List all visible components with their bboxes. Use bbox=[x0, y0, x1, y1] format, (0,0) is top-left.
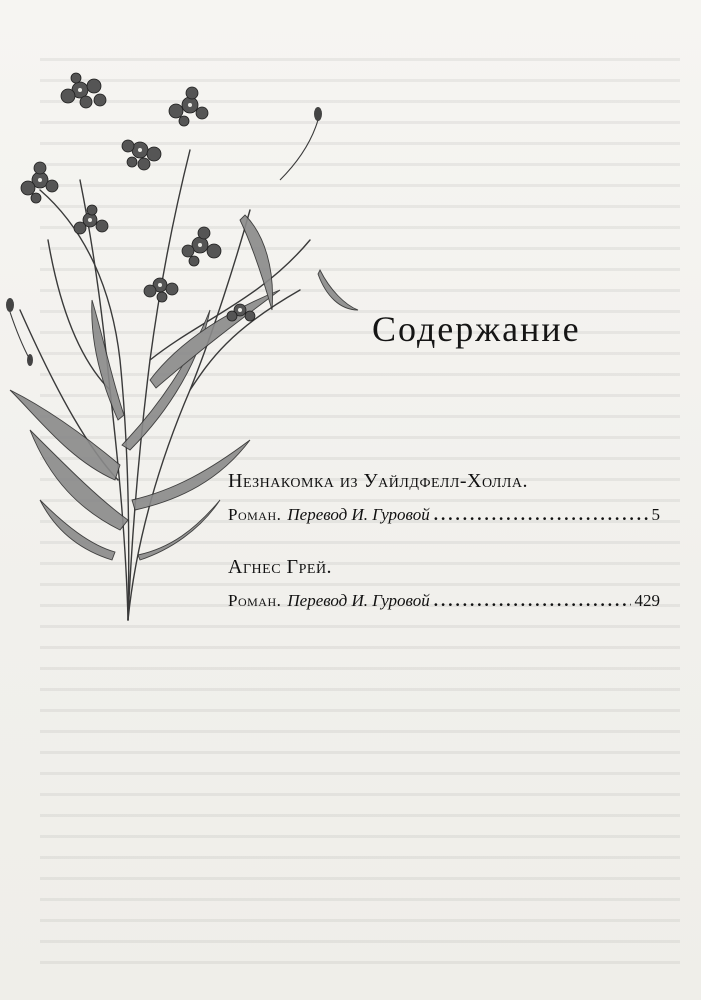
toc-entry-line bbox=[228, 505, 660, 525]
toc-entry-title: Незнакомка из Уайлдфелл-Холла. bbox=[228, 470, 528, 492]
toc-entry-translator: Перевод И. Гуровой bbox=[287, 591, 430, 610]
toc-entry-line bbox=[228, 591, 660, 611]
leader-dots bbox=[434, 591, 631, 611]
toc-entry-translator: Перевод И. Гуровой bbox=[287, 505, 430, 524]
toc-entry-page: 5 bbox=[651, 505, 660, 524]
toc-entry-genre: Роман. bbox=[228, 591, 282, 610]
toc-entry-genre: Роман. bbox=[228, 505, 282, 524]
leader-dots bbox=[434, 505, 648, 525]
page-title: Содержание bbox=[372, 309, 581, 349]
forget-me-not-flower-illustration-icon bbox=[0, 60, 360, 630]
toc-entry-title: Агнес Грей. bbox=[228, 556, 333, 578]
toc-entry[interactable] bbox=[228, 470, 660, 525]
toc-entry-page: 429 bbox=[634, 591, 660, 610]
toc-entry[interactable] bbox=[228, 556, 660, 611]
